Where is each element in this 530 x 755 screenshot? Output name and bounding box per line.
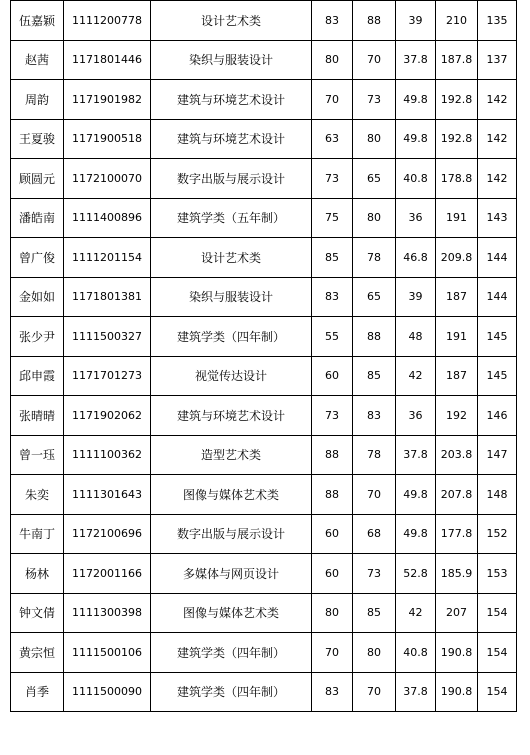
rank-cell: 145 — [478, 356, 517, 396]
score-3-cell: 36 — [396, 396, 436, 436]
major-cell: 图像与媒体艺术类 — [151, 475, 312, 515]
score-2-cell: 70 — [353, 672, 396, 712]
exam-id-cell: 1111400896 — [64, 198, 151, 238]
score-3-cell: 48 — [396, 317, 436, 357]
score-2-cell: 65 — [353, 277, 396, 317]
total-score-cell: 190.8 — [436, 672, 478, 712]
major-cell: 建筑学类（四年制） — [151, 317, 312, 357]
total-score-cell: 192.8 — [436, 119, 478, 159]
student-name-cell: 王夏骏 — [11, 119, 64, 159]
score-1-cell: 63 — [312, 119, 353, 159]
major-cell: 视觉传达设计 — [151, 356, 312, 396]
score-3-cell: 36 — [396, 198, 436, 238]
table-row — [11, 396, 517, 436]
score-1-cell: 88 — [312, 475, 353, 515]
table-row — [11, 277, 517, 317]
score-3-cell: 39 — [396, 1, 436, 41]
score-2-cell: 70 — [353, 475, 396, 515]
student-name-cell: 周韵 — [11, 80, 64, 120]
score-3-cell: 37.8 — [396, 672, 436, 712]
score-1-cell: 55 — [312, 317, 353, 357]
major-cell: 数字出版与展示设计 — [151, 514, 312, 554]
score-table — [10, 0, 517, 712]
exam-id-cell: 1172100070 — [64, 159, 151, 199]
score-1-cell: 83 — [312, 672, 353, 712]
student-name-cell: 杨林 — [11, 554, 64, 594]
score-3-cell: 39 — [396, 277, 436, 317]
student-name-cell: 张少尹 — [11, 317, 64, 357]
rank-cell: 148 — [478, 475, 517, 515]
total-score-cell: 207 — [436, 593, 478, 633]
score-1-cell: 80 — [312, 593, 353, 633]
student-name-cell: 赵茜 — [11, 40, 64, 80]
score-3-cell: 46.8 — [396, 238, 436, 278]
rank-cell: 146 — [478, 396, 517, 436]
major-cell: 多媒体与网页设计 — [151, 554, 312, 594]
score-3-cell: 49.8 — [396, 514, 436, 554]
exam-id-cell: 1171900518 — [64, 119, 151, 159]
major-cell: 图像与媒体艺术类 — [151, 593, 312, 633]
score-2-cell: 85 — [353, 356, 396, 396]
exam-id-cell: 1111201154 — [64, 238, 151, 278]
exam-id-cell: 1111500106 — [64, 633, 151, 673]
major-cell: 设计艺术类 — [151, 238, 312, 278]
score-2-cell: 80 — [353, 633, 396, 673]
exam-id-cell: 1172100696 — [64, 514, 151, 554]
score-2-cell: 73 — [353, 554, 396, 594]
table-row — [11, 554, 517, 594]
score-1-cell: 83 — [312, 1, 353, 41]
exam-id-cell: 1111300398 — [64, 593, 151, 633]
score-1-cell: 70 — [312, 633, 353, 673]
total-score-cell: 192.8 — [436, 80, 478, 120]
table-row — [11, 238, 517, 278]
score-1-cell: 88 — [312, 435, 353, 475]
score-3-cell: 42 — [396, 593, 436, 633]
rank-cell: 144 — [478, 277, 517, 317]
major-cell: 染织与服装设计 — [151, 40, 312, 80]
student-name-cell: 肖季 — [11, 672, 64, 712]
rank-cell: 147 — [478, 435, 517, 475]
exam-id-cell: 1111200778 — [64, 1, 151, 41]
score-1-cell: 80 — [312, 40, 353, 80]
score-2-cell: 88 — [353, 317, 396, 357]
total-score-cell: 207.8 — [436, 475, 478, 515]
rank-cell: 144 — [478, 238, 517, 278]
major-cell: 建筑学类（五年制） — [151, 198, 312, 238]
rank-cell: 142 — [478, 80, 517, 120]
exam-id-cell: 1111100362 — [64, 435, 151, 475]
score-1-cell: 70 — [312, 80, 353, 120]
table-row — [11, 198, 517, 238]
exam-id-cell: 1171902062 — [64, 396, 151, 436]
exam-id-cell: 1171801446 — [64, 40, 151, 80]
score-3-cell: 49.8 — [396, 119, 436, 159]
score-2-cell: 80 — [353, 119, 396, 159]
total-score-cell: 187 — [436, 277, 478, 317]
table-row — [11, 1, 517, 41]
table-body — [11, 1, 517, 712]
rank-cell: 142 — [478, 119, 517, 159]
score-3-cell: 49.8 — [396, 80, 436, 120]
total-score-cell: 191 — [436, 198, 478, 238]
score-3-cell: 40.8 — [396, 159, 436, 199]
rank-cell: 154 — [478, 593, 517, 633]
table-row — [11, 672, 517, 712]
rank-cell: 142 — [478, 159, 517, 199]
rank-cell: 153 — [478, 554, 517, 594]
score-table-sheet — [10, 0, 516, 712]
rank-cell: 154 — [478, 633, 517, 673]
student-name-cell: 钟文倩 — [11, 593, 64, 633]
table-row — [11, 435, 517, 475]
student-name-cell: 邱申霞 — [11, 356, 64, 396]
major-cell: 建筑与环境艺术设计 — [151, 119, 312, 159]
table-row — [11, 40, 517, 80]
total-score-cell: 177.8 — [436, 514, 478, 554]
score-1-cell: 73 — [312, 159, 353, 199]
score-2-cell: 68 — [353, 514, 396, 554]
total-score-cell: 210 — [436, 1, 478, 41]
table-row — [11, 593, 517, 633]
total-score-cell: 192 — [436, 396, 478, 436]
student-name-cell: 朱奕 — [11, 475, 64, 515]
score-3-cell: 49.8 — [396, 475, 436, 515]
exam-id-cell: 1172001166 — [64, 554, 151, 594]
score-2-cell: 80 — [353, 198, 396, 238]
score-1-cell: 60 — [312, 356, 353, 396]
total-score-cell: 190.8 — [436, 633, 478, 673]
table-row — [11, 356, 517, 396]
score-1-cell: 85 — [312, 238, 353, 278]
exam-id-cell: 1171801381 — [64, 277, 151, 317]
total-score-cell: 209.8 — [436, 238, 478, 278]
score-1-cell: 60 — [312, 514, 353, 554]
table-row — [11, 80, 517, 120]
student-name-cell: 牛南丁 — [11, 514, 64, 554]
score-2-cell: 83 — [353, 396, 396, 436]
rank-cell: 145 — [478, 317, 517, 357]
score-3-cell: 37.8 — [396, 40, 436, 80]
major-cell: 设计艺术类 — [151, 1, 312, 41]
major-cell: 造型艺术类 — [151, 435, 312, 475]
score-2-cell: 65 — [353, 159, 396, 199]
score-2-cell: 85 — [353, 593, 396, 633]
table-row — [11, 633, 517, 673]
major-cell: 数字出版与展示设计 — [151, 159, 312, 199]
student-name-cell: 顾圆元 — [11, 159, 64, 199]
major-cell: 建筑与环境艺术设计 — [151, 80, 312, 120]
score-1-cell: 83 — [312, 277, 353, 317]
score-1-cell: 60 — [312, 554, 353, 594]
table-row — [11, 317, 517, 357]
score-2-cell: 78 — [353, 435, 396, 475]
score-1-cell: 73 — [312, 396, 353, 436]
rank-cell: 154 — [478, 672, 517, 712]
total-score-cell: 191 — [436, 317, 478, 357]
major-cell: 建筑学类（四年制） — [151, 633, 312, 673]
rank-cell: 143 — [478, 198, 517, 238]
total-score-cell: 203.8 — [436, 435, 478, 475]
score-2-cell: 88 — [353, 1, 396, 41]
rank-cell: 152 — [478, 514, 517, 554]
student-name-cell: 黄宗恒 — [11, 633, 64, 673]
score-3-cell: 40.8 — [396, 633, 436, 673]
score-2-cell: 73 — [353, 80, 396, 120]
major-cell: 建筑学类（四年制） — [151, 672, 312, 712]
rank-cell: 135 — [478, 1, 517, 41]
table-row — [11, 119, 517, 159]
table-row — [11, 475, 517, 515]
exam-id-cell: 1111500327 — [64, 317, 151, 357]
rank-cell: 137 — [478, 40, 517, 80]
score-3-cell: 37.8 — [396, 435, 436, 475]
table-row — [11, 159, 517, 199]
score-1-cell: 75 — [312, 198, 353, 238]
student-name-cell: 张晴晴 — [11, 396, 64, 436]
major-cell: 染织与服装设计 — [151, 277, 312, 317]
major-cell: 建筑与环境艺术设计 — [151, 396, 312, 436]
student-name-cell: 潘皓南 — [11, 198, 64, 238]
exam-id-cell: 1111500090 — [64, 672, 151, 712]
student-name-cell: 曾广俊 — [11, 238, 64, 278]
score-2-cell: 70 — [353, 40, 396, 80]
total-score-cell: 187.8 — [436, 40, 478, 80]
total-score-cell: 178.8 — [436, 159, 478, 199]
exam-id-cell: 1111301643 — [64, 475, 151, 515]
exam-id-cell: 1171901982 — [64, 80, 151, 120]
table-row — [11, 514, 517, 554]
score-2-cell: 78 — [353, 238, 396, 278]
total-score-cell: 187 — [436, 356, 478, 396]
student-name-cell: 金如如 — [11, 277, 64, 317]
student-name-cell: 伍嘉颖 — [11, 1, 64, 41]
score-3-cell: 42 — [396, 356, 436, 396]
exam-id-cell: 1171701273 — [64, 356, 151, 396]
total-score-cell: 185.9 — [436, 554, 478, 594]
student-name-cell: 曾一珏 — [11, 435, 64, 475]
score-3-cell: 52.8 — [396, 554, 436, 594]
